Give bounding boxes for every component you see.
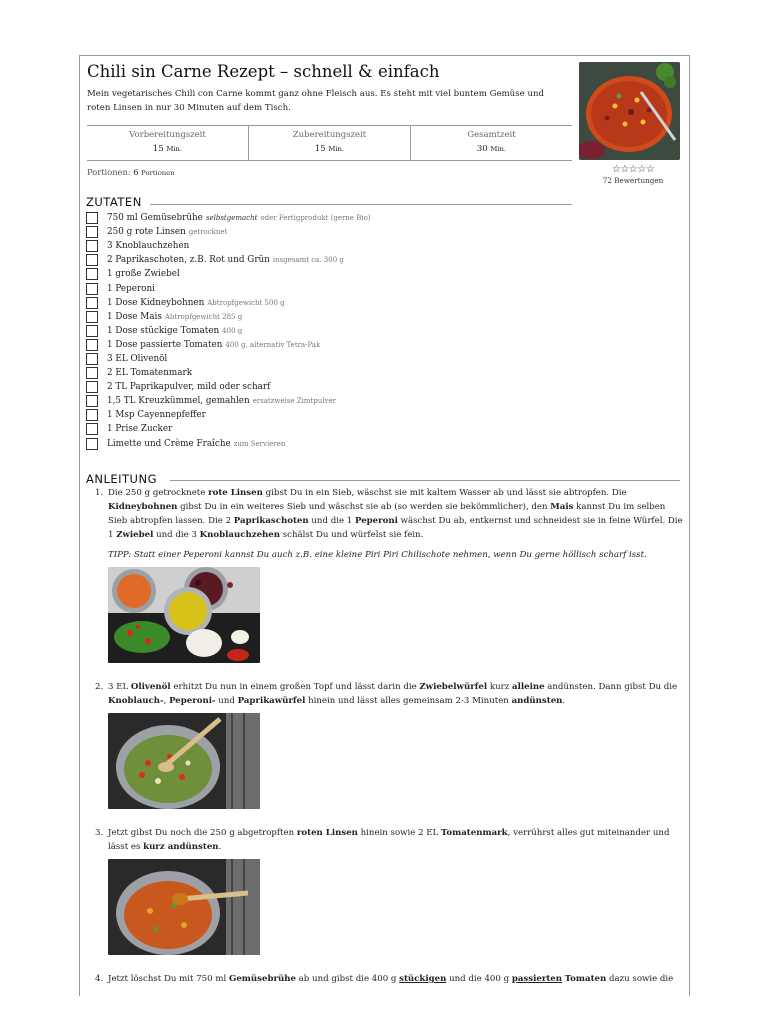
- step-2: [95, 680, 685, 809]
- ingredient-text: 1 große Zwiebel: [107, 269, 180, 280]
- ingredient-checkbox[interactable]: [86, 367, 98, 379]
- ingredient-item: [86, 281, 371, 295]
- ingredient-text: 1 Dose Mais: [107, 311, 162, 322]
- ingredient-item: [86, 422, 371, 436]
- ingredient-checkbox[interactable]: [86, 240, 98, 252]
- step-text: Jetzt löschst Du mit 750 ml Gemüsebrühe ab und gibst die 400 g stückigen und die 400 g passierten Tomaten dazu sowie die: [108, 974, 674, 984]
- ingredient-text: 1 Peperoni: [107, 283, 155, 294]
- ingredient-item: [86, 296, 371, 310]
- time-value: 15: [152, 144, 164, 154]
- cook-time: [248, 126, 410, 160]
- ingredient-item: [86, 225, 371, 239]
- ingredient-checkbox[interactable]: [86, 283, 98, 295]
- ingredient-text: 3 EL Olivenöl: [107, 353, 168, 364]
- time-unit: Min.: [328, 145, 345, 153]
- step-number: 4.: [95, 974, 104, 984]
- step-2-photo[interactable]: [108, 713, 260, 809]
- ingredient-checkbox[interactable]: [86, 423, 98, 435]
- step-1-photo[interactable]: [108, 567, 260, 663]
- total-time: [410, 126, 572, 160]
- ingredient-item: [86, 211, 371, 225]
- ingredient-checkbox[interactable]: [86, 395, 98, 407]
- step-text: Jetzt gibst Du noch die 250 g abgetropften roten Linsen hinein sowie 2 EL Tomatenmark, verrührst alles gut miteinander und lässt es kurz andünsten.: [108, 828, 670, 852]
- step-number: 2.: [95, 682, 104, 692]
- ingredient-text: 1,5 TL Kreuzkümmel, gemahlen: [107, 396, 250, 407]
- ingredient-checkbox[interactable]: [86, 297, 98, 309]
- portions-value[interactable]: 6: [133, 167, 139, 177]
- ingredient-text: 750 ml Gemüsebrühe: [107, 213, 203, 224]
- ingredient-emphasis: selbstgemacht: [205, 214, 258, 223]
- ingredient-text: 2 Paprikaschoten, z.B. Rot und Grün: [107, 255, 270, 266]
- ingredient-item: [86, 366, 371, 380]
- ingredient-item: [86, 437, 371, 451]
- step-3-photo[interactable]: [108, 859, 260, 955]
- step-1: [95, 486, 685, 663]
- step-text: 3 EL Olivenöl erhitzt Du nun in einem großen Topf und lässt darin die Zwiebelwürfel kurz alleine andünsten. Dann gibst Du die Knoblauch-, Peperoni- und Paprikawürfel hinein und lässt alles gemeinsam 2-3 Minuten andünsten.: [108, 682, 678, 706]
- time-label: Gesamtzeit: [467, 130, 516, 140]
- ingredient-text: 2 TL Paprikapulver, mild oder scharf: [107, 382, 271, 393]
- time-unit: Min.: [490, 145, 507, 153]
- ingredient-checkbox[interactable]: [86, 353, 98, 365]
- rating-count: 72 Bewertungen: [602, 176, 664, 185]
- ingredient-note: Abtropfgewicht 285 g: [164, 312, 243, 321]
- ingredient-text: 1 Prise Zucker: [107, 424, 173, 435]
- ingredient-text: 250 g rote Linsen: [107, 227, 186, 238]
- ingredient-text: 1 Dose stückige Tomaten: [107, 325, 220, 336]
- ingredient-note: ersatzweise Zimtpulver: [252, 397, 336, 406]
- ingredient-checkbox[interactable]: [86, 325, 98, 337]
- recipe-hero-image[interactable]: [579, 62, 680, 160]
- ingredient-note: 400 g, alternativ Tetra-Pak: [225, 340, 321, 349]
- ingredient-checkbox[interactable]: [86, 409, 98, 421]
- ingredient-text: 2 EL Tomatenmark: [107, 368, 193, 379]
- ingredient-item: [86, 267, 371, 281]
- portions-unit: Portionen: [141, 169, 175, 177]
- ingredient-checkbox[interactable]: [86, 438, 98, 450]
- time-value: 30: [476, 144, 488, 154]
- ingredient-checkbox[interactable]: [86, 212, 98, 224]
- time-label: Vorbereitungszeit: [129, 130, 206, 140]
- step-text: Die 250 g getrocknete rote Linsen gibst Du in ein Sieb, wäschst sie mit kaltem Wasser ab und lässt sie abtropfen. Die Kidneybohnen gibst Du in ein weiteres Sieb und wäschst sie ab (so werden sie bekömmlicher), den Mais kannst Du im selben Sieb abtropfen lassen. Die 2 Paprikaschoten und die 1 Peperoni wäschst Du ab, entkernst und schneidest sie in feine Würfel. Die 1 Zwiebel und die 3 Knoblauchzehen schälst Du und würfelst sie fein.: [108, 488, 683, 540]
- portions-label: Portionen:: [87, 167, 131, 177]
- heading-divider: [150, 204, 572, 205]
- ingredient-checkbox[interactable]: [86, 381, 98, 393]
- step-number: 1.: [95, 488, 104, 498]
- step-number: 3.: [95, 828, 104, 838]
- ingredient-checkbox[interactable]: [86, 226, 98, 238]
- step-4: [95, 972, 685, 986]
- time-value: 15: [314, 144, 326, 154]
- ingredient-checkbox[interactable]: [86, 311, 98, 323]
- portions: [87, 167, 175, 177]
- ingredient-text: 1 Msp Cayennepfeffer: [107, 410, 206, 421]
- ingredient-text: 1 Dose Kidneybohnen: [107, 297, 205, 308]
- ingredient-note: 400 g: [222, 326, 243, 335]
- ingredient-list: [86, 211, 371, 451]
- time-label: Zubereitungszeit: [292, 130, 367, 140]
- ingredient-text: 1 Dose passierte Tomaten: [107, 339, 223, 350]
- ingredient-text: Limette und Crème Fraîche: [107, 438, 231, 449]
- instructions-heading: ANLEITUNG: [86, 472, 157, 486]
- ingredient-item: [86, 352, 371, 366]
- times-table: [87, 125, 572, 161]
- ingredient-item: [86, 408, 371, 422]
- ingredient-item: [86, 239, 371, 253]
- rating-stars-icon[interactable]: ☆☆☆☆☆: [611, 164, 655, 175]
- ingredient-text: 3 Knoblauchzehen: [107, 241, 190, 252]
- recipe-title: Chili sin Carne Rezept – schnell & einfach: [87, 62, 440, 81]
- ingredient-item: [86, 310, 371, 324]
- instruction-steps: [95, 486, 685, 986]
- ingredient-note: oder Fertigprodukt (gerne Bio): [260, 214, 371, 223]
- ingredient-checkbox[interactable]: [86, 339, 98, 351]
- ingredient-note: getrocknet: [188, 228, 228, 237]
- ingredient-note: Abtropfgewicht 500 g: [207, 298, 285, 307]
- ingredient-note: insgesamt ca. 300 g: [272, 256, 344, 265]
- rating[interactable]: [598, 164, 668, 185]
- step-3: [95, 826, 685, 955]
- ingredient-item: [86, 253, 371, 267]
- ingredient-item: [86, 394, 371, 408]
- heading-divider: [170, 480, 680, 481]
- ingredient-checkbox[interactable]: [86, 254, 98, 266]
- ingredient-item: [86, 338, 371, 352]
- time-unit: Min.: [166, 145, 183, 153]
- recipe-intro: Mein vegetarisches Chili con Carne kommt ganz ohne Fleisch aus. Es steht mit viel buntem Gemüse und roten Linsen in nur 30 Minuten auf dem Tisch.: [87, 89, 545, 113]
- ingredients-heading: ZUTATEN: [86, 195, 142, 209]
- prep-time: [87, 126, 248, 160]
- ingredient-item: [86, 380, 371, 394]
- ingredient-checkbox[interactable]: [86, 268, 98, 280]
- ingredient-item: [86, 324, 371, 338]
- tipp-text: TIPP: Statt einer Peperoni kannst Du auch z.B. eine kleine Piri Piri Chilischote nehmen, wenn Du gerne höllisch scharf isst.: [108, 550, 647, 560]
- ingredient-note: zum Servieren: [233, 439, 286, 448]
